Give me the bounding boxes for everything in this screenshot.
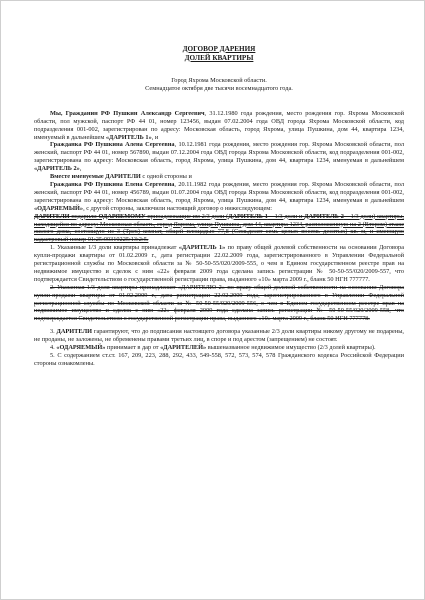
- party-1-details: , 31.12.1980 года рождения, место рождения гор. Яхрома Московской области, пол мужской, паспорт РФ 44 01, номер 123456, выдан 07.02.2004 года ОВД города Яхрома Московской области, код подразделения 001-002, зарегистрирован по адресу: Московская область, город Яхрома, улица Пушкина, дом 44, квартира 1234, именуемый в дальнейшем: [34, 109, 404, 141]
- party-3-role: «ОДАРЯЕМЫЙ»: [34, 204, 84, 212]
- clause-0-paragraph: [34, 213, 404, 245]
- party-2-details: , 10.12.1981 года рождения, место рождения гор. Яхрома Московской области, пол женский, паспорт РФ 44 01, номер 567890, выдан 07.12.2004 года ОВД города Яхрома Московской области, код подразделения 001-002, зарегистрирована по адресу: Московская область, город Яхрома, улица Пушкина, дом 44, квартира 1234, именуемая в дальнейшем: [34, 141, 404, 165]
- clause-5-paragraph: 5. С содержанием ст.ст. 167, 209, 223, 288, 292, 433, 549-558, 572, 573, 574, 578 Гражданского кодекса Российской Федерации стороны ознакомлены.: [34, 352, 404, 367]
- party-1-role: «ДАРИТЕЛЬ 1»: [105, 133, 152, 141]
- clause-4-paragraph: 4. «ОДАРЯЕМЫЙ» принимает в дар от «ДАРИТЕЛЕЙ» вышеназванное недвижимое имущество (2/3 долей квартиры).: [50, 344, 376, 352]
- title-line-1: ДОГОВОР ДАРЕНИЯ: [182, 45, 256, 53]
- clause-0-text: ДАРИТЕЛИ подарили ОДАРЯЕМОМУ принадлежащие им 2/3 доли (ДАРИТЕЛЬ 1 – 1/3 доли и ДАРИТЕЛЬ 2 – 1/3 доли) квартиры, находящейся по адресу: Московская область, город Яхрома, улица Пушкина, дом 44, квартира 1234, расположенную на 2 (Втором) этаже жилого дома, состоящую из 3 (Трех) комнат, общей площадью 77,8 (Семьдесят семь целых восемь десятых) кв. м, и имеющую кадастровый номер 01:25:00310225:13:2:5.: [34, 212, 404, 244]
- party-1-paragraph: Мы, Гражданин РФ Пушкин Александр Сергеевич, 31.12.1980 года рождения, место рождения гор. Яхрома Московской области, пол мужской, паспорт РФ 44 01, номер 123456, выдан 07.02.2004 года ОВД города Яхрома Московской области, код подразделения 001-002, зарегистрирован по адресу: Московская область, город Яхрома, улица Пушкина, дом 44, квартира 1234, именуемый в дальнейшем «ДАРИТЕЛЬ 1», и: [34, 109, 404, 141]
- together-paragraph: Вместе именуемые ДАРИТЕЛИ с одной стороны и: [50, 173, 192, 181]
- party-2-role: «ДАРИТЕЛЬ 2»: [34, 165, 80, 173]
- title-line-2: ДОЛЕЙ КВАРТИРЫ: [184, 54, 254, 62]
- place-line: Город Яхрома Московской области.: [171, 77, 267, 84]
- clause-2-paragraph: [34, 284, 404, 324]
- party-2-paragraph: Гражданка РФ Пушкина Алена Сергеевна, 10.12.1981 года рождения, место рождения гор. Яхрома Московской области, пол женский, паспорт РФ 44 01, номер 567890, выдан 07.12.2004 года ОВД города Яхрома Московской области, код подразделения 001-002, зарегистрирована по адресу: Московская область, город Яхрома, улица Пушкина, дом 44, квартира 1234, именуемая в дальнейшем «ДАРИТЕЛЬ 2»,: [34, 141, 404, 173]
- clause-2-text: 2. Указанная 1/3 доля квартиры принадлежит «ДАРИТЕЛЮ 2» по праву общей долевой собственности на основании Договора купли-продажи квартиры от 01.02.2009 г., дата регистрации 22.02.2009 года, зарегистрированного в Управлении Федеральной регистрационной службы по Московской области за № 50-50-55/020/2009-556, о чем в Едином государственном реестре прав на недвижимое имущество и сделок с ним «22» февраля 2009 года сделана запись регистрации № 50-50-55/020/2009-558, что подтверждается Свидетельством о государственной регистрации права, выданного «10» марта 2009 г., бланк 50 НГН 777778.: [34, 283, 405, 323]
- clause-1-paragraph: 1. Указанные 1/3 доли квартиры принадлежат «ДАРИТЕЛЬ 1» по праву общей долевой собственности на основании Договора купли-продажи квартиры от 01.02.2009 г., дата регистрации 22.02.2009 года, зарегистрированного в Управлении Федеральной регистрационной службы по Московской области за № 50-50-55/020/2009-555, о чем в Едином государственном реестре прав на недвижимое имущество и сделок с ним «22» февраля 2009 года сделана запись регистрации № 50-50-55/020/2009-557, что подтверждается Свидетельством о государственной регистрации права, выданного «10» марта 2009 г., бланк 50 НГН 777777.: [34, 244, 404, 283]
- party-2-name: Гражданка РФ Пушкина Алена Сергеевна: [50, 141, 175, 149]
- document-title: [34, 45, 404, 63]
- clause-3-paragraph: 3. ДАРИТЕЛИ гарантируют, что до подписания настоящего договора указанные 2/3 доли квартиры никому другому не подарены, не проданы, не заложены, не обременены правами третьих лиц, в споре и под арестом (запрещением) не состоят.: [34, 328, 404, 344]
- together-label: Вместе именуемые ДАРИТЕЛИ: [50, 173, 141, 181]
- party-3-details: , 20.11.1982 года рождения, место рождения гор. Яхрома Московской области, пол женский, паспорт РФ 44 01, номер 456789, выдан 01.07.2004 года ОВД города Яхрома Московской области, код подразделения 001-002, зарегистрирована по адресу: Московская область, город Яхрома, улица Пушкина, дом 44, квартира 1234, именуемая в дальнейшем: [34, 180, 404, 204]
- party-1-name: Мы, Гражданин РФ Пушкин Александр Сергеевич: [50, 109, 205, 117]
- date-line: Семнадцатое октября две тысячи восемнадцатого года.: [145, 84, 293, 92]
- party-3-name: Гражданка РФ Пушкина Елена Сергеевна: [50, 180, 175, 188]
- document-body: [34, 45, 404, 368]
- party-3-paragraph: Гражданка РФ Пушкина Елена Сергеевна, 20.11.1982 года рождения, место рождения гор. Яхрома Московской области, пол женский, паспорт РФ 44 01, номер 456789, выдан 01.07.2004 года ОВД города Яхрома Московской области, код подразделения 001-002, зарегистрирована по адресу: Московская область, город Яхрома, улица Пушкина, дом 44, квартира 1234, именуемая в дальнейшем «ОДАРЯЕМЫЙ», с другой стороны, заключили настоящий договор о нижеследующем:: [34, 180, 404, 212]
